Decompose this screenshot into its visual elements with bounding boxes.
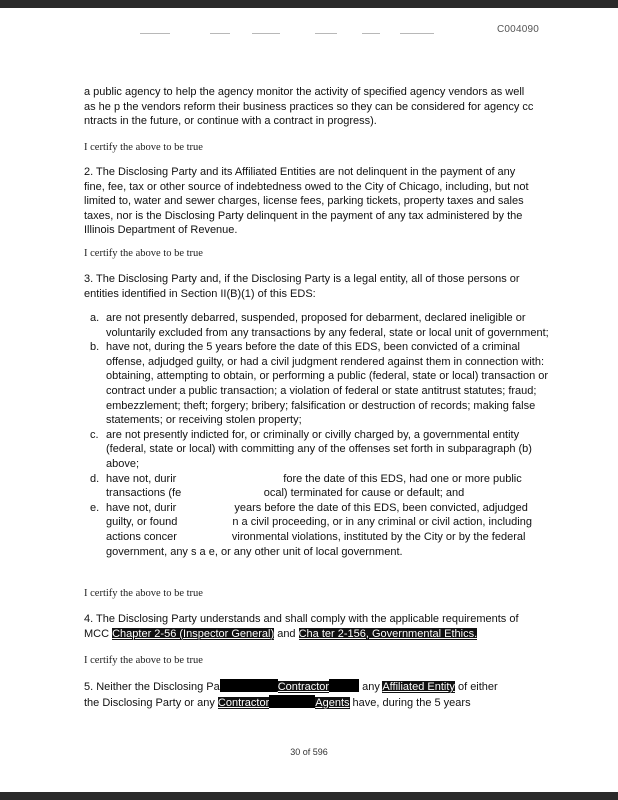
term-agents[interactable]: Agents <box>315 696 350 709</box>
scan-top-edge <box>0 0 618 8</box>
certification-subitems-list <box>84 311 558 559</box>
paragraph-not-delinquent: 2. The Disclosing Party and its Affiliated Entities are not delinquent in the payment of any fine, fee, tax or other source of indebtedness owed to the City of Chicago, including, but not limited to, water and sewer charges, license fees, parking tickets, property taxes and sales taxes, nor is the Disclosing Party delinquent in the payment of any tax administered by the Illinois Department of Revenue. <box>84 166 529 237</box>
scan-bottom-edge <box>0 792 618 800</box>
list-item: e. have not, durir years before the date of this EDS, been convicted, adjudged guilty, or found n a civil proceeding, or in any criminal or civil action, including actions concer vironmental violations, instituted by the City or by the federal government, any s a e, or any other unit of local government. <box>90 501 535 558</box>
faded-header-line <box>140 33 440 37</box>
term-contractor[interactable]: Contractor <box>277 681 330 693</box>
certify-statement-3: I certify the above to be true <box>84 588 203 599</box>
list-item: b. have not, during the 5 years before the date of this EDS, been convicted of a criminal offense, adjudged guilty, or had a civil judgment rendered against them in connection with: obtaining, attempting to obtain, or performing a public (federal, state or local) transaction or contract under a public transaction; a violation of federal or state antitrust statutes; fraud; embezzlement; theft; forgery; bribery; falsification or destruction of records; making false statements; or receiving stolen property; <box>90 341 549 427</box>
paragraph-agency-monitor: a public agency to help the agency monitor the activity of specified agency vendors as well as he p the vendors reform their business practices so they can be considered for agency cc ntracts in the future, or continue with a contract in progress). <box>84 86 534 128</box>
term-affiliated-entity[interactable]: Affiliated Entity <box>382 681 455 693</box>
paragraph-neither-disclosing-party: 5. Neither the Disclosing Pa Contractor any Affiliated Entity of either the Disclosing Party or any Contractor Agents have, during the 5 years <box>84 681 498 709</box>
redaction-block <box>269 695 315 708</box>
certify-statement-4: I certify the above to be true <box>84 655 203 666</box>
page-number: 30 of 596 <box>290 747 328 757</box>
redaction-block <box>220 679 278 692</box>
list-item: d. have not, durir fore the date of this EDS, had one or more public transactions (fe ocal) terminated for cause or default; and <box>90 472 525 500</box>
term-contractor-2[interactable]: Contractor <box>217 696 270 709</box>
paragraph-mcc-compliance: 4. The Disclosing Party understands and shall comply with the applicable requirements of MCC Chapter 2-56 (Inspector General) and Cha ter 2-156, Governmental Ethics. <box>84 613 519 640</box>
list-item: a. are not presently debarred, suspended, proposed for debarment, declared ineligible or voluntarily excluded from any transactions by any federal, state or local unit of government; <box>90 312 549 339</box>
link-chapter-2-156[interactable]: Cha ter 2-156, Governmental Ethics. <box>298 627 478 640</box>
paragraph-disclosing-party-entities: 3. The Disclosing Party and, if the Disclosing Party is a legal entity, all of those persons or entities identified in Section II(B)(1) of this EDS: <box>84 273 520 300</box>
certify-statement-1: I certify the above to be true <box>84 142 203 153</box>
certify-statement-2: I certify the above to be true <box>84 248 203 259</box>
link-chapter-2-56[interactable]: Chapter 2-56 (Inspector General) <box>112 627 275 640</box>
document-id: C004090 <box>497 24 539 35</box>
list-item: c. are not presently indicted for, or criminally or civilly charged by, a governmental entity (federal, state or local) with committing any of the offenses set forth in subparagraph (b) above; <box>90 428 532 470</box>
redaction-block <box>329 679 359 692</box>
